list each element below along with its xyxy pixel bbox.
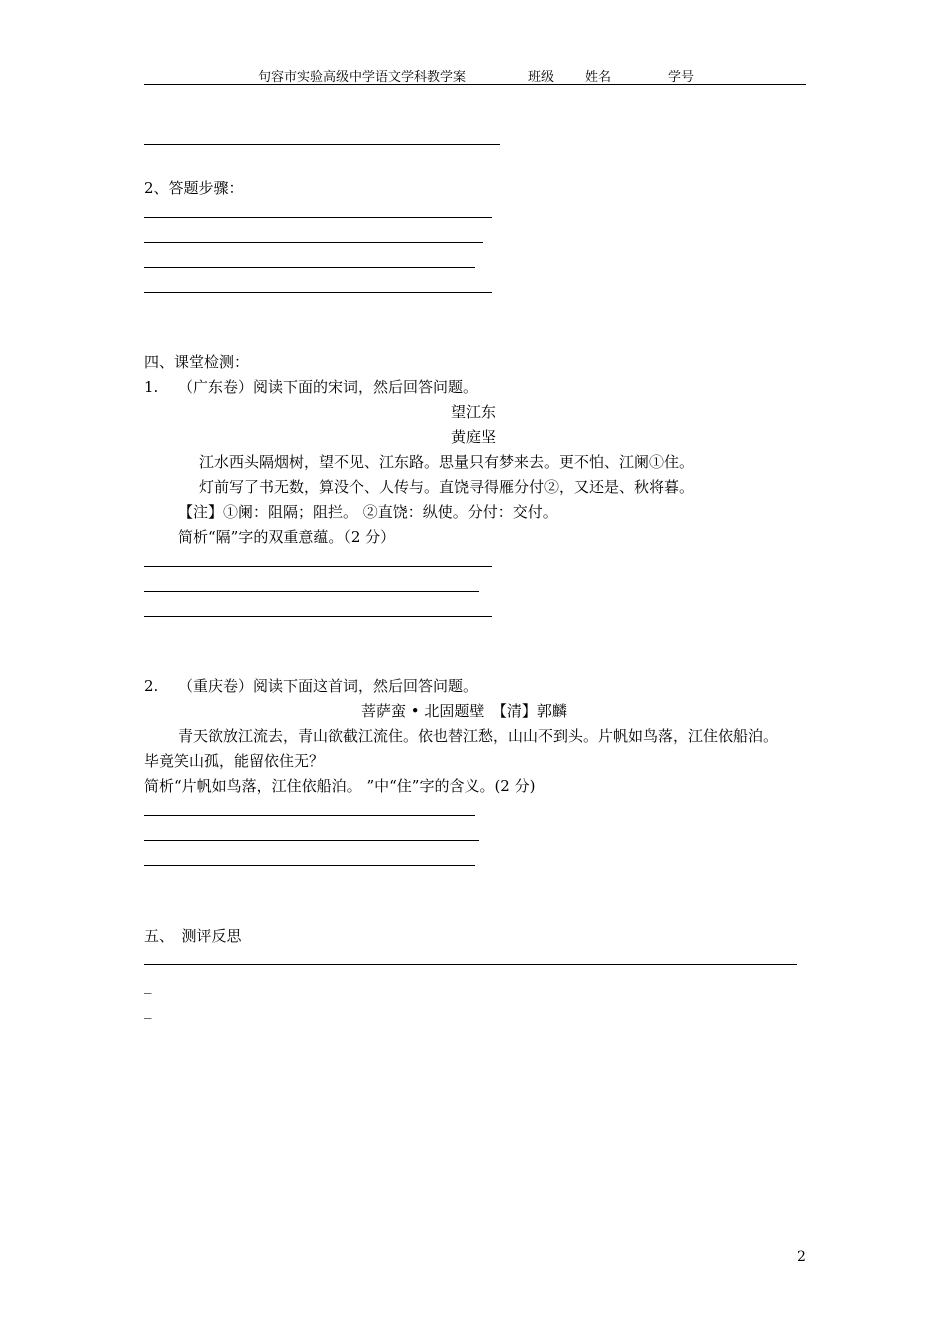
q2-poem-line: 青天欲放江流去，青山欲截江流住。依也替江愁，山山不到头。片帆如鸟落，江住依船泊。 (178, 727, 779, 745)
q1-poem-title: 望江东 (451, 403, 497, 421)
reflection-line (144, 964, 797, 965)
page-number: 2 (797, 1249, 806, 1265)
answer-line (144, 840, 479, 841)
q2-prompt: （重庆卷）阅读下面这首词，然后回答问题。 (178, 677, 479, 695)
header-rule (144, 84, 806, 85)
answer-steps-heading: 2、答题步骤： (144, 179, 244, 197)
q1-number: 1. (144, 378, 159, 396)
student-id-label: 学号 (668, 70, 695, 85)
name-label: 姓名 (585, 70, 612, 85)
q2-poem-line: 毕竟笑山孤，能留依住无？ (144, 752, 325, 770)
answer-line (144, 144, 500, 145)
q1-question: 简析“隔”字的双重意蕴。（2 分） (178, 528, 396, 546)
answer-line (144, 865, 475, 866)
q1-poem-line: 灯前写了书无数，算没个、人传与。直饶寻得雁分付②，又还是、秋将暮。 (199, 478, 695, 496)
section-4-heading: 四、课堂检测： (144, 353, 250, 371)
answer-line (144, 815, 475, 816)
answer-line (144, 566, 492, 567)
reflection-dash: _ (144, 976, 152, 994)
q2-number: 2. (144, 677, 159, 695)
class-label: 班级 (528, 70, 555, 85)
reflection-dash: _ (144, 1001, 152, 1019)
q1-poem-line: 江水西头隔烟树，望不见、江东路。思量只有梦来去。更不怕、江阑①住。 (199, 453, 695, 471)
answer-line (144, 217, 492, 218)
answer-line (144, 616, 492, 617)
q1-prompt: （广东卷）阅读下面的宋词，然后回答问题。 (178, 378, 479, 396)
q2-poem-heading: 菩萨蛮 • 北固题壁 【清】郭麟 (361, 702, 567, 720)
answer-line (144, 292, 492, 293)
q1-poem-author: 黄庭坚 (451, 428, 497, 446)
answer-line (144, 591, 479, 592)
answer-line (144, 267, 475, 268)
section-5-heading: 五、 测评反思 (144, 927, 242, 945)
answer-line (144, 242, 483, 243)
school-title: 句容市实验高级中学语文学科教学案 (258, 70, 467, 85)
q1-note: 【注】①阑：阻隔；阻拦。 ②直饶：纵使。分付：交付。 (178, 503, 558, 521)
q2-question: 简析“片帆如鸟落，江住依船泊。 ”中“住”字的含义。(2 分) (144, 777, 536, 795)
